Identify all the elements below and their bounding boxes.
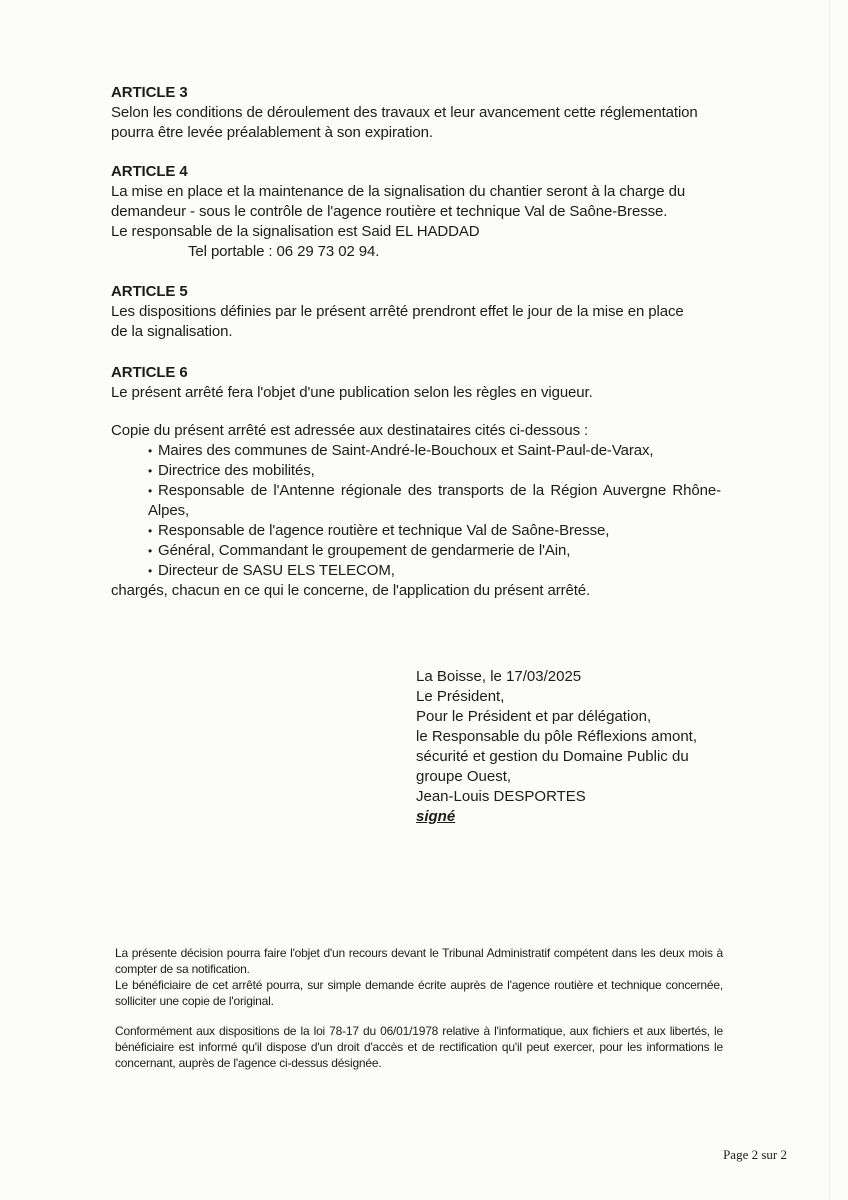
article-4-line-1: La mise en place et la maintenance de la signalisation du chantier seront à la charge du [111,183,686,200]
scan-edge [829,0,830,1200]
delegation-line: Pour le Président et par délégation, [416,708,652,725]
appeal-notice: La présente décision pourra faire l'objet d'un recours devant le Tribunal Administratif compétent dans les deux mois à compter de sa notification. [115,946,723,976]
copies-closing: chargés, chacun en ce qui le concerne, de l'application du présent arrêté. [111,582,591,599]
article-3-line-2: pourra être levée préalablement à son expiration. [111,124,433,141]
article-6-heading: ARTICLE 6 [111,364,188,381]
recipient-item: • Maires des communes de Saint-André-le-Bouchoux et Saint-Paul-de-Varax, [148,441,721,461]
article-5-heading: ARTICLE 5 [111,283,188,300]
signature-block [416,667,726,827]
legal-notes [115,945,723,1071]
article-4-heading: ARTICLE 4 [111,163,188,180]
recipient-item: • Directrice des mobilités, [148,461,721,481]
article-5-line-2: de la signalisation. [111,323,233,340]
article-4-phone: Tel portable : 06 29 73 02 94. [188,243,380,260]
article-3-section [111,83,721,143]
copy-request-notice: Le bénéficiaire de cet arrêté pourra, sur simple demande écrite auprès de l'agence routière et technique concernée, solliciter une copie de l'original. [115,978,723,1008]
signatory-title: Le Président, [416,688,505,705]
article-5-line-1: Les dispositions définies par le présent arrêté prendront effet le jour de la mise en place [111,303,684,320]
recipients-list [111,441,721,581]
role-line-1: le Responsable du pôle Réflexions amont, [416,728,698,745]
article-4-section [111,162,721,262]
recipient-item: • Général, Commandant le groupement de gendarmerie de l'Ain, [148,541,721,561]
article-6-section [111,363,721,403]
signatory-name: Jean-Louis DESPORTES [416,788,586,805]
role-line-2: sécurité et gestion du Domaine Public du [416,748,689,765]
copies-intro: Copie du présent arrêté est adressée aux destinataires cités ci-dessous : [111,422,589,439]
article-3-line-1: Selon les conditions de déroulement des travaux et leur avancement cette réglementation [111,104,698,121]
article-6-line-1: Le présent arrêté fera l'objet d'une publication selon les règles en vigueur. [111,384,593,401]
copies-section [111,421,721,601]
article-5-section [111,282,721,342]
article-4-line-3: Le responsable de la signalisation est Said EL HADDAD [111,223,480,240]
role-line-3: groupe Ouest, [416,768,512,785]
article-4-line-2: demandeur - sous le contrôle de l'agence routière et technique Val de Saône-Bresse. [111,203,668,220]
place-date: La Boisse, le 17/03/2025 [416,668,582,685]
recipient-item: • Directeur de SASU ELS TELECOM, [148,561,721,581]
signed-mark: signé [416,808,456,825]
article-3-heading: ARTICLE 3 [111,84,188,101]
data-protection-notice: Conformément aux dispositions de la loi 78-17 du 06/01/1978 relative à l'informatique, aux fichiers et aux libertés, le bénéficiaire est informé qu'il dispose d'un droit d'accès et de rectification qu'il peut exercer, pour les informations le concernant, auprès de l'agence ci-dessus désignée. [115,1024,723,1070]
page-number: Page 2 sur 2 [723,1147,787,1162]
recipient-item: • Responsable de l'Antenne régionale des transports de la Région Auvergne Rhône-Alpes, [148,481,721,521]
recipient-item: • Responsable de l'agence routière et technique Val de Saône-Bresse, [148,521,721,541]
